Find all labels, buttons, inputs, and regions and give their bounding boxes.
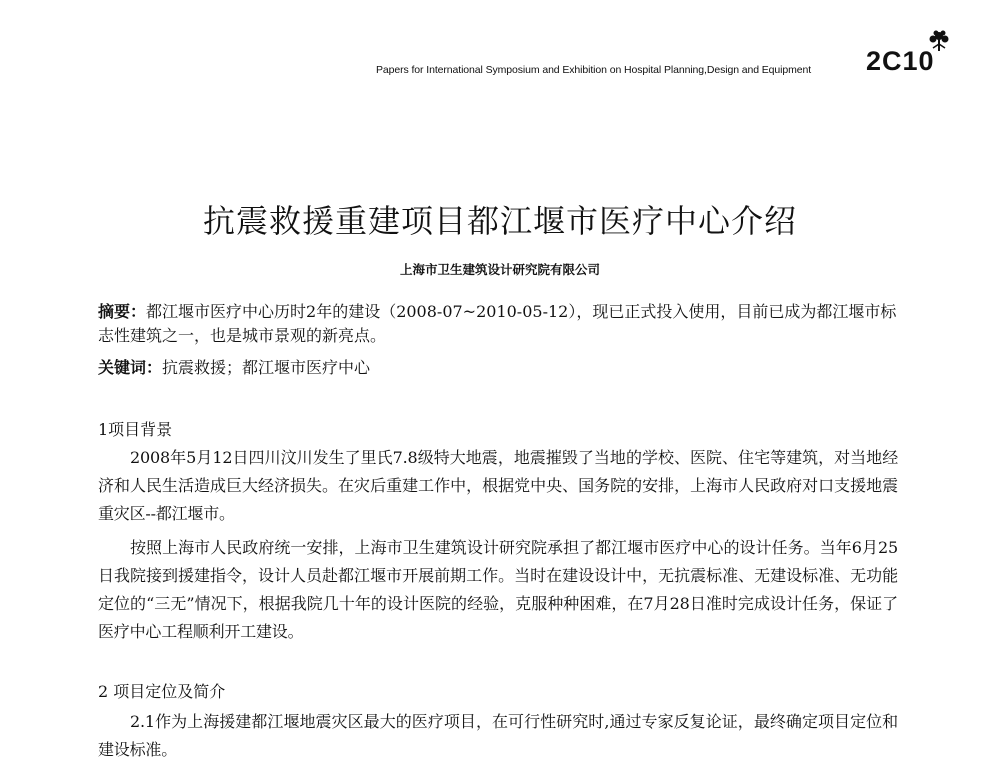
abstract-label: 摘要：: [98, 302, 147, 321]
paper-title: 抗震救援重建项目都江堰市医疗中心介绍: [202, 202, 797, 240]
conference-logo: [866, 26, 956, 76]
keywords-label: 关键词：: [98, 358, 163, 377]
logo-year-text: 2C10: [866, 46, 935, 76]
abstract: [98, 300, 898, 348]
section-heading-1: 1项目背景: [98, 420, 173, 439]
section-heading-2: 2 项目定位及简介: [98, 682, 226, 701]
section-1-paragraph-2: 按照上海市人民政府统一安排，上海市卫生建筑设计研究院承担了都江堰市医疗中心的设计任务。当年6月25日我院接到援建指令，设计人员赴都江堰市开展前期工作。当时在建设设计中，无抗震标准、无建设标准、无功能定位的“三无”情况下，根据我院几十年的设计医院的经验，克服种种困难，在7月28日准时完成设计任务，保证了医疗中心工程顺利开工建设。: [98, 538, 898, 641]
keywords: [98, 356, 370, 380]
conference-header: Papers for International Symposium and Exhibition on Hospital Planning,Design and Equipment: [376, 64, 812, 76]
section-2-paragraph-1: 2.1作为上海援建都江堰地震灾区最大的医疗项目，在可行性研究时,通过专家反复论证，最终确定项目定位和建设标准。: [98, 712, 898, 759]
section-1-paragraph-1: 2008年5月12日四川汶川发生了里氏7.8级特大地震，地震摧毁了当地的学校、医院、住宅等建筑，对当地经济和人民生活造成巨大经济损失。在灾后重建工作中，根据党中央、国务院的安排，上海市人民政府对口支援地震重灾区--都江堰市。: [98, 448, 898, 523]
author-affiliation: 上海市卫生建筑设计研究院有限公司: [399, 262, 600, 277]
abstract-text: 都江堰市医疗中心历时2年的建设（2008-07~2010-05-12），现已正式投入使用，目前已成为都江堰市标志性建筑之一，也是城市景观的新亮点。: [98, 302, 897, 345]
keywords-text: 抗震救援；都江堰市医疗中心: [162, 358, 371, 377]
